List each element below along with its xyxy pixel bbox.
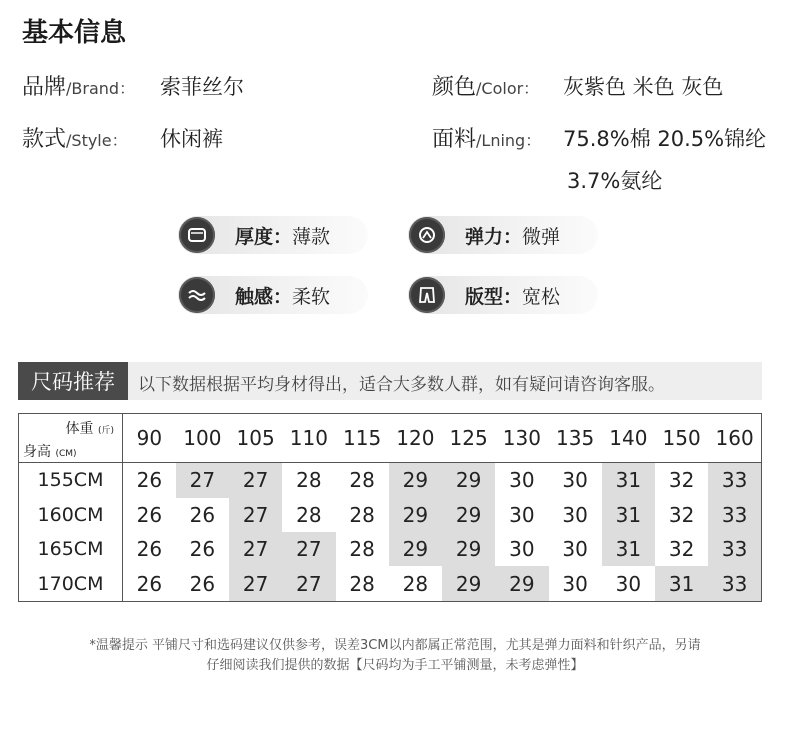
feature-elasticity: 弹力： 微弹 bbox=[408, 216, 598, 254]
style-label: 款式/Style： bbox=[22, 127, 128, 152]
size-cell: 33 bbox=[708, 463, 761, 498]
size-cell: 29 bbox=[495, 566, 548, 601]
size-cell: 32 bbox=[668, 537, 695, 562]
weight-header: 125 bbox=[442, 414, 495, 463]
elasticity-icon bbox=[409, 217, 445, 253]
weight-header: 90 bbox=[123, 414, 176, 463]
size-cell: 31 bbox=[655, 566, 708, 601]
style-value: 休闲裤 bbox=[160, 127, 223, 151]
size-cell: 30 bbox=[509, 468, 535, 493]
size-cell: 28 bbox=[349, 502, 375, 527]
size-cell: 27 bbox=[229, 498, 282, 532]
size-cell: 27 bbox=[282, 566, 335, 601]
size-cell: 29 bbox=[442, 532, 495, 566]
height-row-header: 170CM bbox=[19, 566, 123, 601]
feature-fit: 版型： 宽松 bbox=[408, 276, 598, 314]
size-cell: 30 bbox=[615, 571, 642, 596]
table-row bbox=[19, 463, 762, 498]
size-recommendation-tag: 尺码推荐 bbox=[18, 362, 128, 400]
size-cell: 31 bbox=[602, 532, 655, 566]
size-cell: 27 bbox=[229, 532, 282, 566]
weight-header: 150 bbox=[655, 414, 708, 463]
size-cell: 30 bbox=[562, 502, 588, 527]
size-cell: 30 bbox=[562, 537, 588, 562]
size-cell: 33 bbox=[708, 532, 761, 566]
weight-header: 115 bbox=[336, 414, 389, 463]
size-cell: 26 bbox=[136, 537, 163, 562]
size-cell: 26 bbox=[189, 571, 216, 596]
size-cell: 29 bbox=[442, 566, 495, 601]
size-cell: 29 bbox=[389, 532, 442, 566]
size-cell: 28 bbox=[296, 502, 322, 527]
fabric-thickness-icon bbox=[179, 217, 215, 253]
fabric-value-2: 3.7%氨纶 bbox=[567, 169, 663, 193]
size-cell: 27 bbox=[229, 566, 282, 601]
size-cell: 26 bbox=[136, 502, 163, 527]
size-cell: 28 bbox=[349, 571, 375, 596]
size-cell: 32 bbox=[668, 502, 695, 527]
weight-header: 100 bbox=[176, 414, 229, 463]
size-cell: 26 bbox=[136, 468, 163, 493]
size-cell: 28 bbox=[296, 468, 322, 493]
size-recommendation-bar bbox=[18, 362, 762, 400]
size-cell: 26 bbox=[189, 502, 216, 527]
size-table bbox=[18, 413, 762, 602]
size-cell: 28 bbox=[349, 468, 375, 493]
color-value: 灰紫色 米色 灰色 bbox=[563, 75, 724, 99]
height-row-header: 165CM bbox=[19, 532, 123, 566]
table-row bbox=[19, 498, 762, 532]
color-label: 颜色/Color： bbox=[432, 75, 540, 100]
weight-header-row bbox=[19, 414, 762, 463]
table-row bbox=[19, 532, 762, 566]
softness-icon bbox=[179, 277, 215, 313]
weight-header: 135 bbox=[549, 414, 602, 463]
size-cell: 31 bbox=[602, 463, 655, 498]
weight-header: 110 bbox=[282, 414, 335, 463]
brand-value: 索菲丝尔 bbox=[160, 75, 244, 99]
fabric-label: 面料/Lning： bbox=[432, 127, 542, 152]
feature-softness: 触感： 柔软 bbox=[178, 276, 368, 314]
fabric-value-1: 75.8%棉 20.5%锦纶 bbox=[563, 127, 767, 151]
size-cell: 27 bbox=[176, 463, 229, 498]
height-row-header: 155CM bbox=[19, 463, 123, 498]
size-cell: 30 bbox=[509, 537, 535, 562]
height-row-header: 160CM bbox=[19, 498, 123, 532]
size-recommendation-note: 以下数据根据平均身材得出，适合大多数人群，如有疑问请咨询客服。 bbox=[138, 375, 665, 395]
size-cell: 33 bbox=[708, 498, 761, 532]
size-cell: 26 bbox=[136, 571, 163, 596]
size-cell: 33 bbox=[708, 566, 761, 601]
size-cell: 26 bbox=[189, 537, 216, 562]
weight-header: 160 bbox=[708, 414, 761, 463]
feature-thickness: 厚度： 薄款 bbox=[178, 216, 368, 254]
brand-label: 品牌/Brand： bbox=[22, 75, 136, 100]
size-cell: 29 bbox=[389, 463, 442, 498]
size-cell: 30 bbox=[562, 571, 588, 596]
size-cell: 29 bbox=[389, 498, 442, 532]
size-cell: 27 bbox=[282, 532, 335, 566]
size-cell: 28 bbox=[402, 571, 429, 596]
size-cell: 32 bbox=[668, 468, 695, 493]
size-cell: 28 bbox=[349, 537, 375, 562]
size-cell: 29 bbox=[442, 463, 495, 498]
weight-header: 105 bbox=[229, 414, 282, 463]
weight-header: 120 bbox=[389, 414, 442, 463]
footer-note-line-2: 仔细阅读我们提供的数据【尺码均为手工平铺测量，未考虑弹性】 bbox=[206, 658, 584, 673]
fit-icon bbox=[409, 277, 445, 313]
table-row bbox=[19, 566, 762, 601]
size-cell: 31 bbox=[602, 498, 655, 532]
size-cell: 27 bbox=[229, 463, 282, 498]
size-cell: 29 bbox=[442, 498, 495, 532]
size-cell: 30 bbox=[509, 502, 535, 527]
size-cell: 30 bbox=[562, 468, 588, 493]
page-title: 基本信息 bbox=[22, 18, 127, 48]
footer-note-line-1: *温馨提示 平铺尺寸和选码建议仅供参考，误差3CM以内都属正常范围，尤其是弹力面料和针织产品，另请 bbox=[89, 638, 701, 653]
weight-header: 130 bbox=[495, 414, 548, 463]
weight-header: 140 bbox=[602, 414, 655, 463]
table-corner: 体重 (斤) 身高 (CM) bbox=[19, 414, 123, 463]
